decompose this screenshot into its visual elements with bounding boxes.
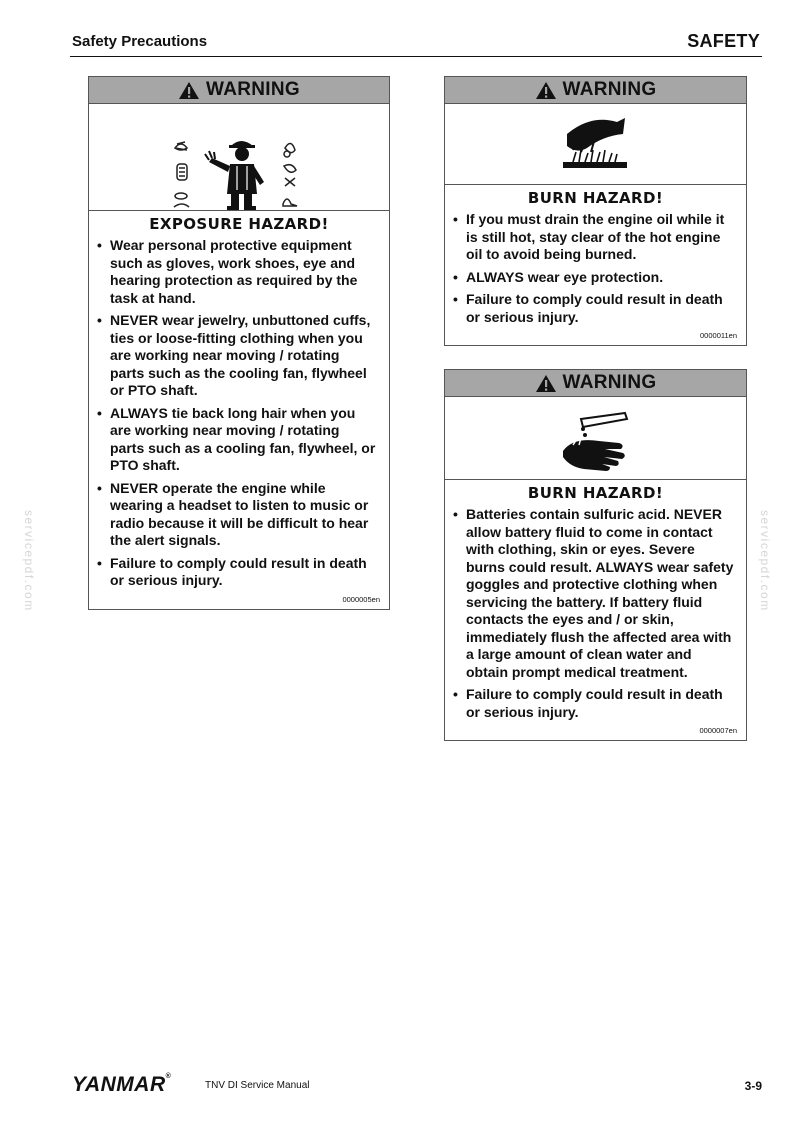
warning-label: WARNING bbox=[562, 79, 657, 100]
list-item: • ALWAYS tie back long hair when you are working near moving / rotating parts such as a cooling fan, flywheel, or PTO shaft. bbox=[97, 405, 377, 475]
list-item: • NEVER wear jewelry, unbuttoned cuffs, ties or loose-fitting clothing when you are working near moving / rotating parts such as the cooling fan, flywheel or PTO shaft. bbox=[97, 312, 377, 400]
hot-liquid-burn-pictogram bbox=[445, 104, 746, 185]
warning-header bbox=[445, 370, 746, 397]
warning-triangle-icon bbox=[535, 374, 557, 393]
registered-mark: ® bbox=[165, 1073, 172, 1080]
hazard-title: BURN HAZARD! bbox=[527, 484, 664, 502]
list-item: • ALWAYS wear eye protection. bbox=[453, 269, 734, 287]
warning-label: WARNING bbox=[562, 372, 657, 393]
warning-header bbox=[89, 77, 389, 104]
label-code: 0000011en bbox=[700, 331, 737, 340]
acid-burn-pictogram bbox=[445, 397, 746, 480]
warning-box-oil-burn bbox=[444, 76, 747, 346]
warning-list bbox=[445, 211, 746, 326]
list-item: • Failure to comply could result in death or serious injury. bbox=[97, 555, 377, 590]
watermark-right: servicepdf.com bbox=[758, 510, 772, 612]
hazard-title: EXPOSURE HAZARD! bbox=[149, 215, 329, 233]
hazard-title: BURN HAZARD! bbox=[527, 189, 664, 207]
warning-label: WARNING bbox=[206, 79, 300, 100]
warning-list bbox=[445, 506, 746, 721]
warning-box-exposure bbox=[88, 76, 390, 610]
chapter-title: SAFETY bbox=[687, 31, 760, 51]
worker-ppe-icon bbox=[89, 104, 389, 210]
section-title: Safety Precautions bbox=[72, 33, 208, 50]
brand-name: YANMAR bbox=[72, 1073, 166, 1096]
warning-header bbox=[445, 77, 746, 104]
acid-drip-hand-icon bbox=[445, 397, 746, 479]
yanmar-logo bbox=[72, 1073, 171, 1097]
watermark-left: servicepdf.com bbox=[22, 510, 36, 612]
list-item: • Failure to comply could result in death or serious injury. bbox=[453, 686, 734, 721]
list-item: • If you must drain the engine oil while it is still hot, stay clear of the hot engine oil to avoid being burned. bbox=[453, 211, 734, 264]
warning-triangle-icon bbox=[178, 81, 200, 100]
header-divider bbox=[70, 56, 762, 57]
protective-equipment-pictogram bbox=[89, 104, 389, 211]
label-code: 0000007en bbox=[699, 726, 737, 735]
page-number: 3-9 bbox=[744, 1079, 762, 1093]
warning-box-acid-burn bbox=[444, 369, 747, 741]
list-item: • Batteries contain sulfuric acid. NEVER allow battery fluid to come in contact with clothing, skin or eyes. Severe burns could result. ALWAYS wear safety goggles and protective clothing when servicing the battery. If battery fluid contacts the eyes and / or skin, immediately flush the affected area with a large amount of clean water and obtain prompt medical treatment. bbox=[453, 506, 734, 681]
warning-list bbox=[89, 237, 389, 590]
list-item: • Failure to comply could result in death or serious injury. bbox=[453, 291, 734, 326]
label-code: 0000005en bbox=[342, 594, 380, 604]
list-item: • NEVER operate the engine while wearing a headset to listen to music or radio because it will be difficult to hear the alert signals. bbox=[97, 480, 377, 550]
list-item: • Wear personal protective equipment such as gloves, work shoes, eye and hearing protection as required by the task at hand. bbox=[97, 237, 377, 307]
warning-triangle-icon bbox=[535, 81, 557, 100]
hand-burn-icon bbox=[445, 104, 746, 184]
manual-title: TNV DI Service Manual bbox=[205, 1080, 310, 1091]
